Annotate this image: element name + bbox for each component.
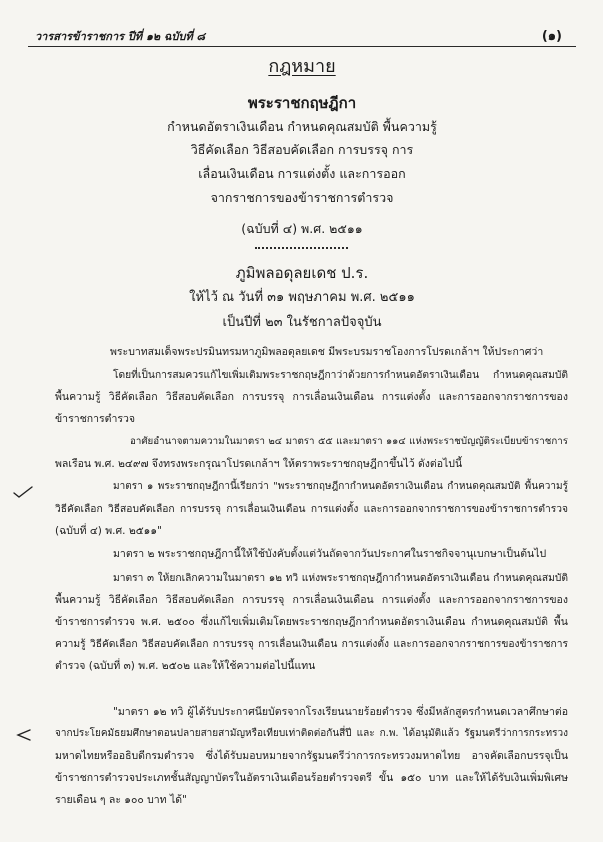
decree-subtitle-line: เลื่อนเงินเดือน การแต่งตั้ง และการออก	[198, 166, 406, 181]
header-rule	[28, 46, 576, 47]
pen-mark	[14, 727, 34, 743]
paragraph-line: มาตรา ๒ พระราชกฤษฎีกานี้ให้ใช้บังคับตั้งแต่วันถัดจากวันประกาศในราชกิจจานุเบกษาเป็นต้นไป	[113, 548, 547, 560]
given-date: ให้ไว้ ณ วันที่ ๓๑ พฤษภาคม พ.ศ. ๒๕๑๑	[189, 290, 415, 305]
paragraph-line: จากประโยคมัธยมศึกษาตอนปลายสายสามัญหรือเทียบเท่าติดต่อกันสี่ปี และ ก.พ. ได้อนุมัติแล้ว รัฐมนตรีว่าการกระทรวง	[55, 728, 568, 739]
paragraph-line: "มาตรา ๑๒ ทวิ ผู้ได้รับประกาศนียบัตรจากโรงเรียนนายร้อยตำรวจ ซึ่งมีหลักสูตรกำหนดเวลาศึกษาต่อ	[113, 706, 568, 718]
paragraph-line: พื้นความรู้ วิธีคัดเลือก วิธีสอบคัดเลือก การบรรจุ การเลื่อนเงินเดือน การแต่งตั้ง และการออกจากราชการของ	[55, 594, 568, 606]
decree-title: พระราชกฤษฎีกา	[247, 94, 357, 112]
paragraph-line: ข้าราชการตำรวจ	[55, 413, 136, 425]
paragraph-line: (ฉบับที่ ๔) พ.ศ. ๒๕๑๑"	[55, 525, 162, 537]
paragraph-line: ตำรวจ (ฉบับที่ ๓) พ.ศ. ๒๕๐๒ และให้ใช้ความต่อไปนี้แทน	[55, 660, 316, 672]
section-title: กฎหมาย	[268, 56, 336, 77]
decree-subtitle-line: วิธีคัดเลือก วิธีสอบคัดเลือก การบรรจุ การ	[190, 142, 414, 157]
paragraph-line: พลเรือน พ.ศ. ๒๔๙๗ จึงทรงพระกรุณาโปรดเกล้าฯ ให้ตราพระราชกฤษฎีกาขึ้นไว้ ดังต่อไปนี้	[55, 458, 463, 470]
pen-mark	[12, 484, 34, 500]
paragraph-line: อาศัยอำนาจตามความในมาตรา ๒๔ มาตรา ๕๕ และมาตรา ๑๑๔ แห่งพระราชบัญญัติระเบียบข้าราชการ	[130, 436, 568, 447]
paragraph-line: ข้าราชการตำรวจประเภทชั้นสัญญาบัตรในอัตราเงินเดือนร้อยตำรวจตรี ขั้น ๑๕๐ บาท และให้ได้รับเงินเพิ่มพิเศษ	[55, 772, 568, 784]
paragraph-line: รายเดือน ๆ ละ ๑๐๐ บาท ได้"	[55, 794, 187, 806]
decree-subtitle-line: จากราชการของข้าราชการตำรวจ	[210, 190, 394, 205]
paragraph-line: พระบาทสมเด็จพระปรมินทรมหาภูมิพลอดุลยเดช มีพระบรมราชโองการโปรดเกล้าฯ ให้ประกาศว่า	[110, 346, 544, 358]
reign-year: เป็นปีที่ ๒๓ ในรัชกาลปัจจุบัน	[222, 315, 382, 330]
paragraph-line: ข้าราชการตำรวจ พ.ศ. ๒๕๐๐ ซึ่งแก้ไขเพิ่มเติมโดยพระราชกฤษฎีกากำหนดอัตราเงินเดือน กำหนดคุณสมบัติ พื้น	[55, 616, 568, 628]
journal-header: วารสารข้าราชการ ปีที่ ๑๒ ฉบับที่ ๘	[35, 30, 206, 43]
paragraph-line: โดยที่เป็นการสมควรแก้ไขเพิ่มเติมพระราชกฤษฎีกาว่าด้วยการกำหนดอัตราเงินเดือน กำหนดคุณสมบัติ	[113, 369, 568, 381]
paragraph-line: ความรู้ วิธีคัดเลือก วิธีสอบคัดเลือก การบรรจุ การเลื่อนเงินเดือน การแต่งตั้ง และการออกจากราชการของข้าราชการ	[55, 638, 568, 650]
paragraph-line: มาตรา ๓ ให้ยกเลิกความในมาตรา ๑๒ ทวิ แห่งพระราชกฤษฎีกากำหนดอัตราเงินเดือน กำหนดคุณสมบัติ	[113, 572, 568, 584]
royal-signature: ภูมิพลอดุลยเดช ป.ร.	[235, 264, 369, 282]
paragraph-line: วิธีคัดเลือก วิธีสอบคัดเลือก การบรรจุ การเลื่อนเงินเดือน การแต่งตั้ง และการออกจากราชการของข้าราชการตำรวจ	[55, 503, 568, 515]
decree-subtitle-line: กำหนดอัตราเงินเดือน กำหนดคุณสมบัติ พื้นความรู้	[167, 119, 437, 134]
paragraph-line: มาตรา ๑ พระราชกฤษฎีกานี้เรียกว่า "พระราชกฤษฎีกากำหนดอัตราเงินเดือน กำหนดคุณสมบัติ พื้นความรู้	[113, 481, 568, 492]
paragraph-line: พื้นความรู้ วิธีคัดเลือก วิธีสอบคัดเลือก การบรรจุ การเลื่อนเงินเดือน การแต่งตั้ง และการออกจากราชการของ	[55, 391, 568, 403]
paragraph-line: มหาดไทยหรืออธิบดีกรมตำรวจ ซึ่งได้รับมอบหมายจากรัฐมนตรีว่าการกระทรวงมหาดไทย อาจคัดเลือกบรรจุเป็น	[55, 750, 568, 762]
page-number: (๑)	[541, 29, 562, 44]
decree-edition-line: (ฉบับที่ ๔) พ.ศ. ๒๕๑๑	[241, 221, 363, 236]
dotted-separator	[255, 247, 348, 249]
